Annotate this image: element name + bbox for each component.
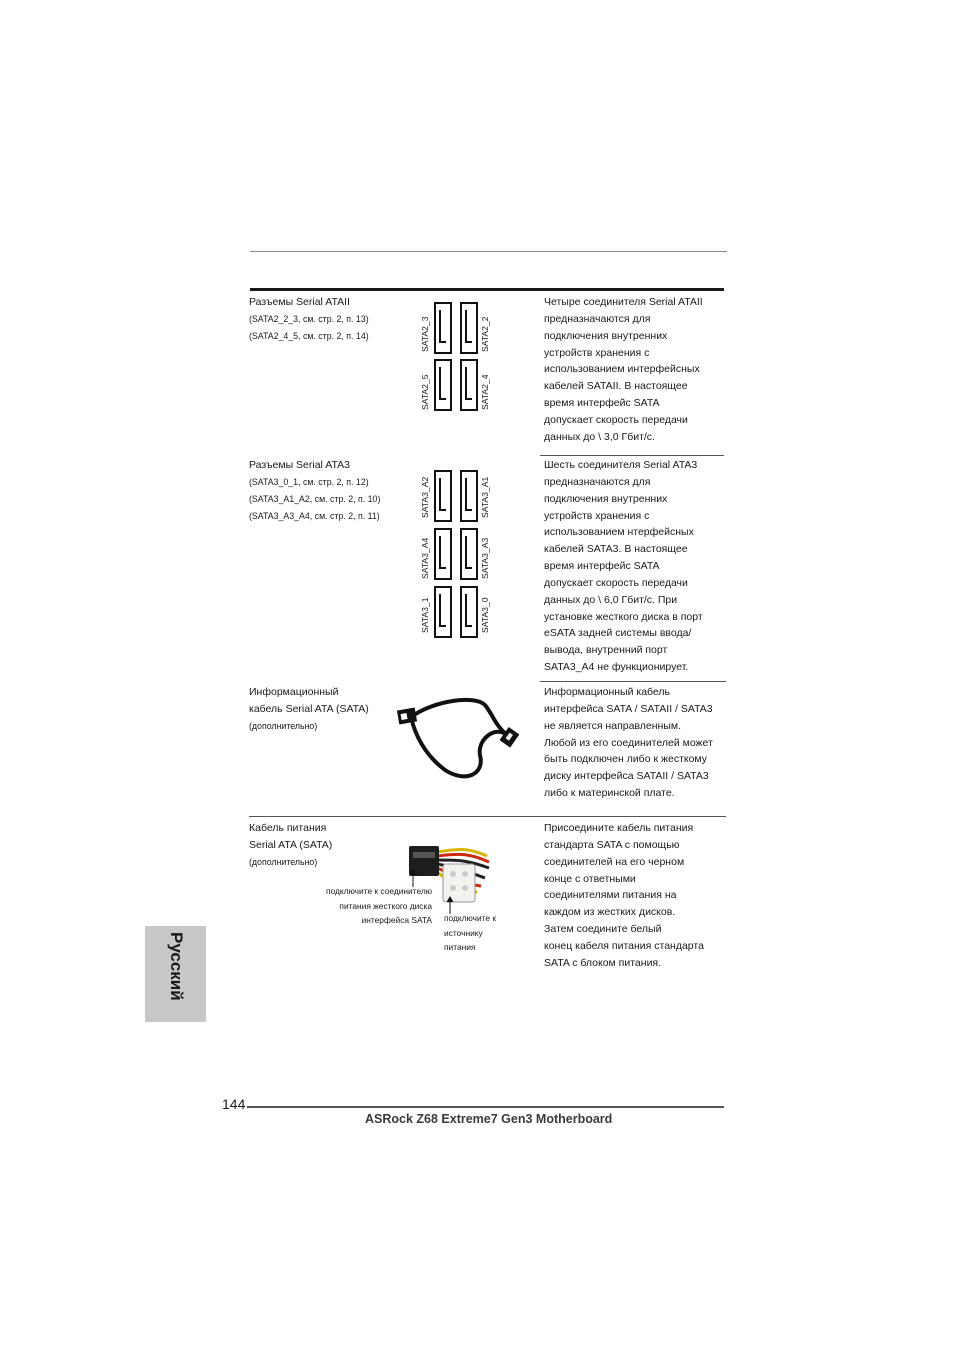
callout-hdd-connector: подключите к соединителю питания жесткого диска интерфейса SATA: [326, 886, 432, 926]
footer-rule: [247, 1106, 724, 1108]
port-label: SATA3_A2: [420, 476, 430, 518]
port-label: SATA3_A1: [480, 476, 490, 518]
port-label: SATA3_A3: [480, 537, 490, 579]
port-label: SATA3_1: [420, 597, 430, 633]
sata3-ref-1: (SATA3_0_1, см. стр. 2, п. 12): [249, 477, 369, 487]
page-number: 144: [222, 1096, 246, 1112]
sata3-description: Шесть соединителя Serial ATA3 предназначаются для подключения внутренних устройств хранения с использованием нтерфейсных кабелей SATA3. В настоящее время интерфейс SATA допускает скорость передачи данных до \ 6,0 Гбит/с. При установке жесткого диска в порт eSATA задней системы ввода/ вывода, внутренний порт SATA3_A4 не функционирует.: [544, 459, 703, 674]
row-divider: [249, 816, 726, 817]
sata3-ports-diagram: [432, 468, 482, 640]
power-cable-title: Кабель питания Serial ATA (SATA): [249, 822, 333, 851]
sata-data-cable-image: [395, 695, 525, 790]
data-cable-note: (дополнительно): [249, 721, 318, 731]
port-label: SATA3_A4: [420, 537, 430, 579]
callout-psu: подключите к источнику питания: [444, 913, 497, 953]
power-cable-note: (дополнительно): [249, 857, 318, 867]
sata3-ref-2: (SATA3_A1_A2, см. стр. 2, п. 10): [249, 494, 381, 504]
row-divider: [540, 681, 726, 682]
sata-port-icon: [435, 303, 477, 410]
port-label: SATA2_3: [420, 316, 430, 352]
power-cable-description: Присоедините кабель питания стандарта SATA с помощью соединителей на его черном конце с ответными соединителями питания на каждом из жестких дисков. Затем соедините белый конец кабеля питания стандарта SATA с блоком питания.: [544, 822, 704, 969]
sata2-ports-diagram: [432, 300, 482, 415]
port-label: SATA2_4: [480, 374, 490, 410]
top-rule: [250, 251, 727, 252]
data-cable-title: Информационный кабель Serial ATA (SATA): [249, 686, 369, 715]
sata2-description: Четыре соединителя Serial ATAII предназначаются для подключения внутренних устройств хранения с использованием интерфейсных кабелей SATAII. В настоящее время интерфейс SATA допускает скорость передачи данных до \ 3,0 Гбит/с.: [544, 296, 703, 443]
footer-title: ASRock Z68 Extreme7 Gen3 Motherboard: [365, 1112, 613, 1126]
sata2-title: Разъемы Serial ATAII: [249, 296, 350, 308]
port-label: SATA3_0: [480, 597, 490, 633]
sata3-title: Разъемы Serial ATA3: [249, 459, 350, 471]
sata2-ref-1: (SATA2_2_3, см. стр. 2, п. 13): [249, 314, 369, 324]
sata3-ref-3: (SATA3_A3_A4, см. стр. 2, п. 11): [249, 511, 380, 521]
sata-port-icon: [435, 471, 477, 637]
data-cable-description: Информационный кабель интерфейса SATA / SATAII / SATA3 не является направленным. Любой из его соединителей может быть подключен либо к жесткому диску интерфейса SATAII / SATA3 либо к материнской плате.: [544, 686, 713, 800]
sata2-ref-2: (SATA2_4_5, см. стр. 2, п. 14): [249, 331, 369, 341]
port-label: SATA2_2: [480, 316, 490, 352]
row-divider: [540, 455, 724, 456]
port-label: SATA2_5: [420, 374, 430, 410]
language-tab-label: Русский: [167, 932, 186, 1001]
table-top-rule: [250, 288, 724, 291]
